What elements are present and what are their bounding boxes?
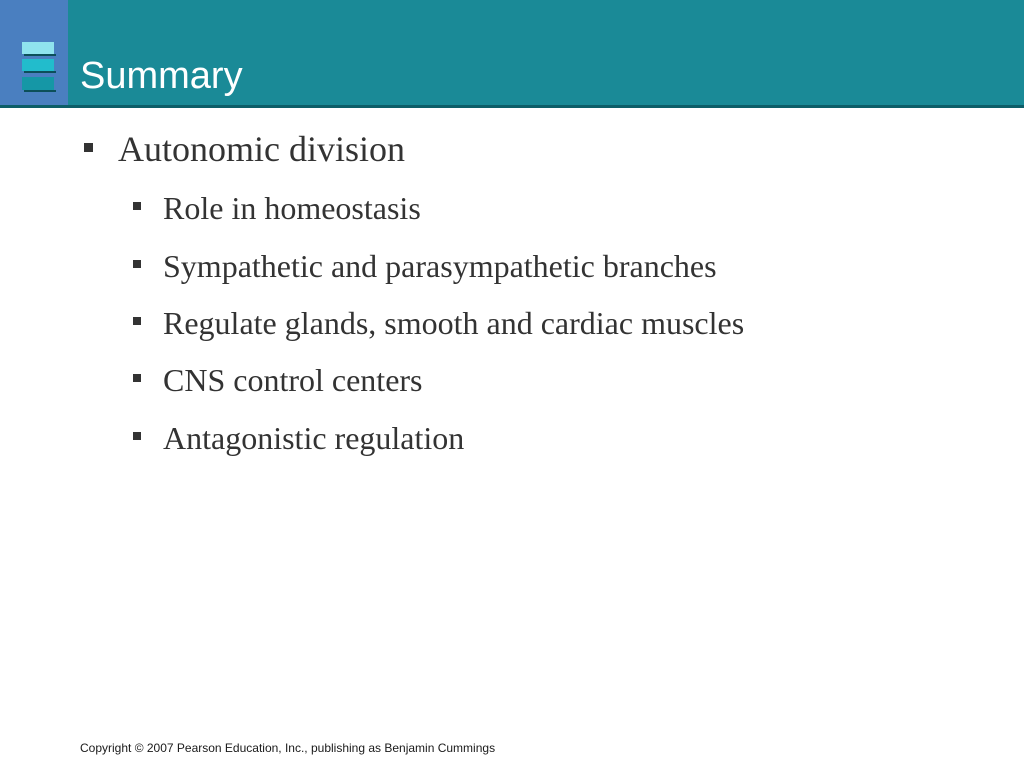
- copyright-footer: Copyright © 2007 Pearson Education, Inc., publishing as Benjamin Cummings: [80, 741, 496, 755]
- sub-bullet-item: [133, 303, 744, 343]
- slide-title: Summary: [80, 55, 243, 97]
- sub-bullet-item: [133, 188, 421, 228]
- sub-bullet-text: Sympathetic and parasympathetic branches: [163, 247, 717, 284]
- sub-bullet-item: [133, 360, 423, 400]
- square-bullet-icon: [133, 317, 141, 325]
- square-bullet-icon: [133, 202, 141, 210]
- bullet-text: Autonomic division: [118, 129, 405, 169]
- square-bullet-icon: [133, 260, 141, 268]
- square-bullet-icon: [133, 374, 141, 382]
- sub-bullet-text: CNS control centers: [163, 361, 423, 398]
- square-bullet-icon: [133, 432, 141, 440]
- sub-bullet-text: Role in homeostasis: [163, 189, 421, 226]
- square-bullet-icon: [84, 143, 93, 152]
- sub-bullet-item: [133, 418, 464, 458]
- sub-bullet-item: [133, 246, 717, 286]
- sub-bullet-text: Regulate glands, smooth and cardiac muscles: [163, 304, 745, 341]
- sub-bullet-text: Antagonistic regulation: [163, 419, 465, 456]
- bullet-item: [84, 127, 405, 171]
